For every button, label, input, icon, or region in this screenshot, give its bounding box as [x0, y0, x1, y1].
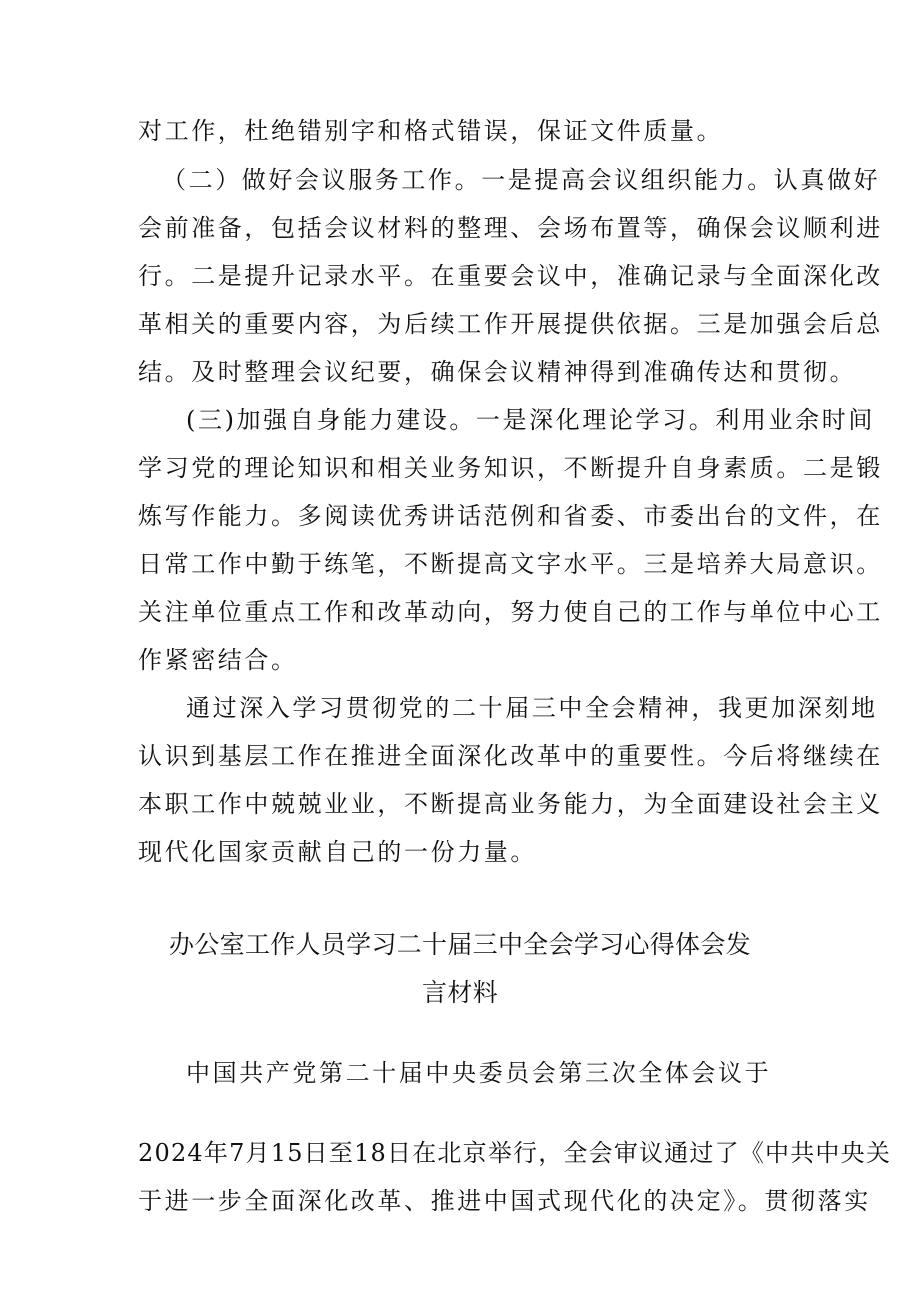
paragraph-4-line-2: 认识到基层工作在推进全面深化改革中的重要性。今后将继续在: [138, 742, 883, 770]
intro-line-1: 中国共产党第二十届中央委员会第三次全体会议于: [186, 1059, 772, 1087]
paragraph-1-line-1: 对工作，杜绝错别字和格式错误，保证文件质量。: [138, 117, 724, 145]
paragraph-2-line-1: （二）做好会议服务工作。一是提高会议组织能力。认真做好: [162, 166, 881, 194]
paragraph-3-line-1: (三)加强自身能力建设。一是深化理论学习。利用业余时间: [186, 406, 875, 434]
paragraph-3-line-5: 关注单位重点工作和改革动向，努力使自己的工作与单位中心工: [138, 598, 883, 626]
paragraph-2-line-4: 革相关的重要内容，为后续工作开展提供依据。三是加强会后总: [138, 310, 883, 338]
intro-line-3: 于进一步全面深化改革、推进中国式现代化的决定》。贯彻落实: [138, 1187, 871, 1215]
paragraph-3-line-2: 学习党的理论知识和相关业务知识，不断提升自身素质。二是锻: [138, 454, 883, 482]
paragraph-4-line-3: 本职工作中兢兢业业，不断提高业务能力，为全面建设社会主义: [138, 790, 883, 818]
paragraph-4-line-4: 现代化国家贡献自己的一份力量。: [138, 838, 537, 866]
document-title-line-1: 办公室工作人员学习二十届三中全会学习心得体会发: [169, 930, 751, 959]
document-title-line-2: 言材料: [422, 978, 498, 1007]
paragraph-2-line-2: 会前准备，包括会议材料的整理、会场布置等，确保会议顺利进: [138, 214, 883, 242]
paragraph-3-line-6: 作紧密结合。: [138, 646, 298, 674]
paragraph-4-line-1: 通过深入学习贯彻党的二十届三中全会精神，我更加深刻地: [186, 694, 878, 722]
paragraph-3-line-4: 日常工作中勤于练笔，不断提高文字水平。三是培养大局意识。: [138, 550, 883, 578]
paragraph-3-line-3: 炼写作能力。多阅读优秀讲话范例和省委、市委出台的文件，在: [138, 502, 883, 530]
intro-line-2: 2024年7月15日至18日在北京举行，全会审议通过了《中共中央关: [138, 1139, 892, 1167]
paragraph-2-line-5: 结。及时整理会议纪要，确保会议精神得到准确传达和贯彻。: [138, 358, 857, 386]
paragraph-2-line-3: 行。二是提升记录水平。在重要会议中，准确记录与全面深化改: [138, 262, 883, 290]
